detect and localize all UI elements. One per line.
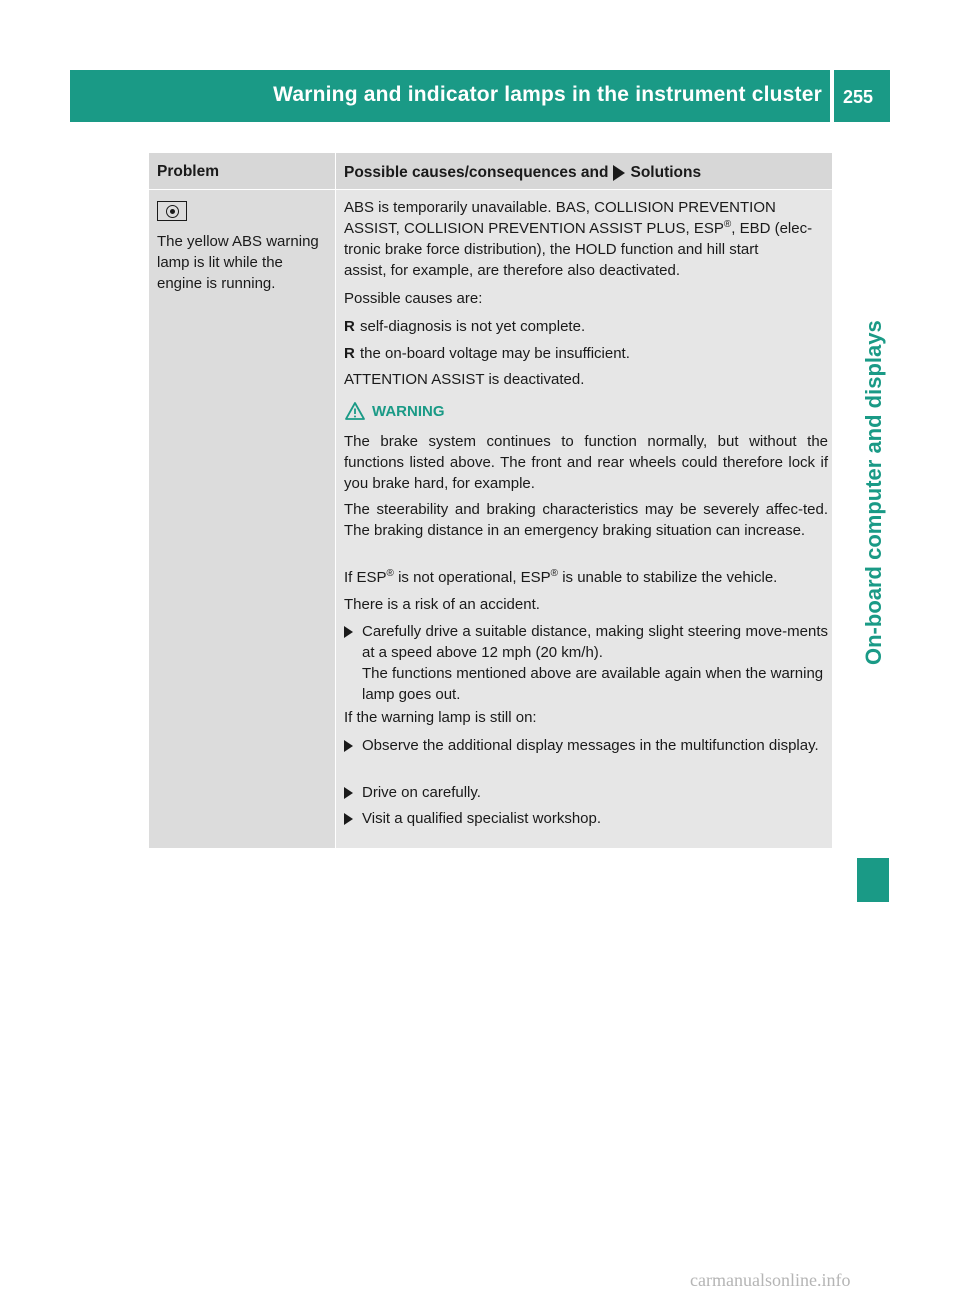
page-number: 255: [843, 87, 874, 107]
bullet-icon: R: [344, 345, 355, 362]
section-side-tab: [857, 165, 889, 665]
page-title: Warning and indicator lamps in the instrument cluster: [273, 83, 822, 106]
instruction-step: Observe the additional display messages in the multifunction display.: [344, 735, 828, 756]
problem-cell: [149, 189, 335, 848]
solution-intro-line: ASSIST, COLLISION PREVENTION ASSIST PLUS, ESP®, EBD (elec-: [344, 219, 813, 237]
header-bar: [70, 70, 830, 122]
solution-intro-line: tronic brake force distribution), the HOLD function and hill start: [344, 241, 759, 258]
step-arrow-icon: [344, 621, 362, 705]
row-divider: [149, 189, 832, 190]
solution-intro-line: ABS is temporarily unavailable. BAS, COLLISION PREVENTION: [344, 199, 776, 216]
instruction-step: Drive on carefully.: [344, 782, 828, 803]
causes-label: Possible causes are:: [344, 290, 483, 307]
list-item: R self-diagnosis is not yet complete.: [344, 318, 586, 335]
warning-heading: [344, 401, 445, 421]
warning-paragraph: The steerability and braking characteristics may be severely affec-ted. The braking distance in an emergency braking situation can increase.: [344, 501, 828, 539]
warning-paragraph: If ESP® is not operational, ESP® is unable to stabilize the vehicle.: [344, 568, 778, 586]
column-header-solutions-pre: Possible causes/consequences and: [344, 164, 609, 181]
attention-note: ATTENTION ASSIST is deactivated.: [344, 371, 585, 388]
step-arrow-icon: [344, 735, 362, 756]
still-on-label: If the warning lamp is still on:: [344, 709, 537, 726]
problem-description: The yellow ABS warning lamp is lit while the engine is running.: [157, 233, 319, 292]
instruction-step: Visit a qualified specialist workshop.: [344, 808, 828, 829]
warning-paragraph: There is a risk of an accident.: [344, 596, 540, 613]
warning-triangle-icon: [344, 401, 366, 421]
column-divider: [335, 153, 336, 848]
watermark: carmanualsonline.info: [690, 1270, 851, 1290]
column-header-solutions: [344, 164, 701, 182]
column-header-problem: Problem: [157, 163, 220, 180]
step-arrow-icon: [344, 782, 362, 803]
section-tab-label: On-board computer and displays: [861, 320, 886, 665]
solution-intro-line: assist, for example, are therefore also deactivated.: [344, 262, 681, 279]
instruction-step: Carefully drive a suitable distance, making slight steering move-ments at a speed above 12 mph (20 km/h). The functions mentioned above are available again when the warning lamp goes out.: [344, 621, 828, 705]
problem-solution-table: [149, 153, 832, 848]
table-header-row: [149, 153, 832, 189]
step-arrow-icon: [344, 808, 362, 829]
bullet-icon: R: [344, 318, 355, 335]
arrow-right-icon: [613, 165, 625, 181]
solution-cell: [336, 189, 832, 848]
side-marker-block: [857, 858, 889, 902]
list-item: R the on-board voltage may be insufficient.: [344, 345, 630, 362]
warning-label: WARNING: [372, 402, 445, 420]
column-header-solutions-post: Solutions: [630, 164, 702, 181]
abs-warning-lamp-icon: [157, 201, 187, 221]
warning-paragraph: The brake system continues to function normally, but without the functions listed above. The front and rear wheels could therefore lock if you brake hard, for example.: [344, 433, 828, 492]
page-number-box: [834, 70, 890, 122]
